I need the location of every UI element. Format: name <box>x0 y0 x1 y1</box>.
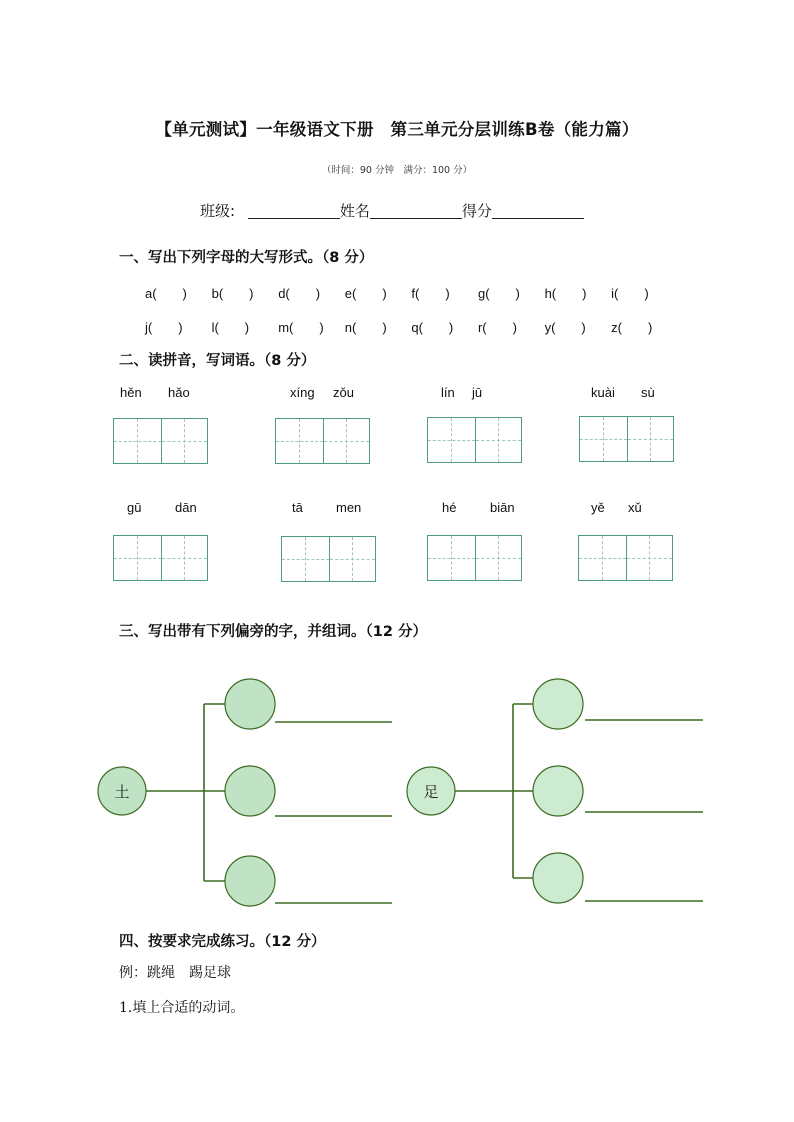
letter-item[interactable]: j( ) <box>145 320 183 335</box>
radical-left-text: 土 <box>114 783 130 801</box>
class-blank[interactable] <box>248 202 340 219</box>
letter-item[interactable]: y( ) <box>544 320 586 335</box>
pinyin-4b: sù <box>641 385 655 400</box>
pinyin-5b: dān <box>175 500 197 515</box>
letter-item[interactable]: z( ) <box>611 320 653 335</box>
radical-right-text: 足 <box>423 783 439 801</box>
example-text: 例：跳绳 踢足球 <box>119 965 231 981</box>
pinyin-6b: men <box>336 500 362 515</box>
writing-grid[interactable] <box>275 418 370 464</box>
writing-grid[interactable] <box>427 535 522 581</box>
pinyin-8a: yě <box>591 500 605 515</box>
pinyin-7a: hé <box>442 500 457 515</box>
pinyin-5a: gū <box>127 500 142 515</box>
letters-row-2 <box>145 317 661 336</box>
section1-heading: 一、写出下列字母的大写形式。（8 分） <box>119 250 374 266</box>
letter-item[interactable]: r( ) <box>477 320 517 335</box>
answer-circle[interactable] <box>225 766 275 816</box>
score-blank[interactable] <box>492 202 584 219</box>
answer-circle[interactable] <box>533 679 583 729</box>
pinyin-3a: lín <box>441 385 455 400</box>
section2-heading: 二、读拼音，写词语。（8 分） <box>119 353 316 369</box>
page-title: 【单元测试】一年级语文下册 第三单元分层训练B卷（能力篇） <box>155 120 639 139</box>
name-blank[interactable] <box>370 202 462 219</box>
pinyin-3b: jū <box>472 385 483 400</box>
class-label: 班级: <box>200 202 236 220</box>
pinyin-4a: kuài <box>591 385 615 400</box>
pinyin-2a: xíng <box>290 385 315 400</box>
letter-item[interactable]: h( ) <box>544 286 587 301</box>
name-label: 姓名 <box>339 202 370 220</box>
letter-item[interactable]: l( ) <box>211 320 250 335</box>
pinyin-1a: hěn <box>120 385 142 400</box>
letter-item[interactable]: g( ) <box>477 286 520 301</box>
writing-grid[interactable] <box>113 418 208 464</box>
writing-grid[interactable] <box>578 535 673 581</box>
pinyin-7b: biān <box>490 500 515 515</box>
answer-circle[interactable] <box>225 856 275 906</box>
radical-tree-left <box>98 679 392 906</box>
letter-item[interactable]: f( ) <box>411 286 450 301</box>
pinyin-8b: xǔ <box>628 500 642 515</box>
letter-item[interactable]: b( ) <box>211 286 254 301</box>
score-label: 得分 <box>461 202 492 220</box>
letter-item[interactable]: i( ) <box>611 286 649 301</box>
letter-item[interactable]: e( ) <box>344 286 387 301</box>
radical-tree-diagram <box>0 660 794 920</box>
letter-item[interactable]: a( ) <box>145 286 187 301</box>
letters-row-1 <box>145 283 661 302</box>
letter-item[interactable]: q( ) <box>411 320 454 335</box>
writing-grid[interactable] <box>281 536 376 582</box>
writing-grid[interactable] <box>427 417 522 463</box>
letter-item[interactable]: d( ) <box>278 286 321 301</box>
page-subtitle: （时间：90 分钟 满分：100 分） <box>321 165 473 176</box>
pinyin-1b: hǎo <box>168 385 190 400</box>
letter-item[interactable]: n( ) <box>344 320 387 335</box>
section4-heading: 四、按要求完成练习。（12 分） <box>119 934 326 950</box>
writing-grid[interactable] <box>113 535 208 581</box>
answer-circle[interactable] <box>225 679 275 729</box>
student-info-line <box>200 200 584 221</box>
section3-heading: 三、写出带有下列偏旁的字，并组词。（12 分） <box>119 624 427 640</box>
writing-grid[interactable] <box>579 416 674 462</box>
answer-circle[interactable] <box>533 853 583 903</box>
exercise-item-1: 1.填上合适的动词。 <box>119 1000 245 1016</box>
letter-item[interactable]: m( ) <box>278 320 324 335</box>
answer-circle[interactable] <box>533 766 583 816</box>
radical-tree-right <box>407 679 703 903</box>
pinyin-2b: zǒu <box>333 385 354 400</box>
pinyin-6a: tā <box>292 500 303 515</box>
